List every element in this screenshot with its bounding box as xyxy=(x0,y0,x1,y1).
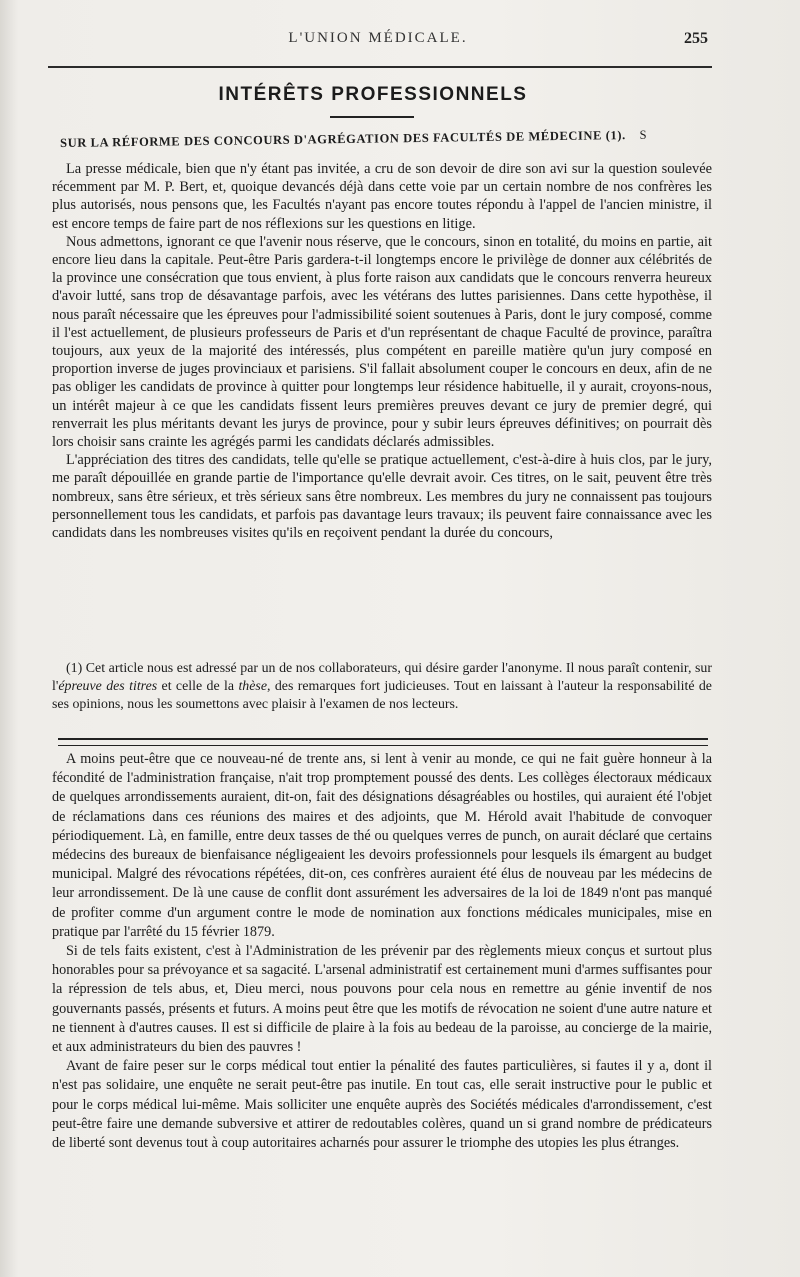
footnote-emphasis-titres: épreuve des titres xyxy=(58,679,158,694)
footnote xyxy=(52,660,712,714)
chronicle-paragraph-3: Avant de faire peser sur le corps médical tout entier la pénalité des fautes particulières, si fautes il y a, dont il n'est pas solidaire, une enquête ne serait peut-être pas inutile. En tout cas, elle serait instructive pour le public et pour le corps médical lui-même. Mais solliciter une enquête auprès des Sociétés médicales d'arrondissement, c'est peut-être faire une demande subversive et attirer de redoutables colères, quand un si grand nombre de prédicateurs de liberté sont devenus tout à coup autoritaires acharnés pour assurer le triomphe des utopies les plus étranges. xyxy=(52,1058,712,1152)
article-paragraph-3: L'appréciation des titres des candidats, telle qu'elle se pratique actuellement, c'est-à-dire à huis clos, par le jury, me paraît dépouillée en grande partie de l'importance qu'elle devrait avoir. Ces titres, on le sait, peuvent être très nombreux, sans être sérieux, et très sérieux sans être nombreux. Les membres du jury ne connaissent pas toujours personnellement tous les candidats, et parfois pas davantage leurs travaux; ils peuvent faire connaissance avec les candidats dans les nombreuses visites qu'ils en reçoivent pendant la durée du concours, xyxy=(52,452,712,542)
article-body xyxy=(52,160,712,542)
footnote-text-part-2: et celle de la xyxy=(157,679,239,694)
footnote-text-part-1: (1) Cet article nous est adressé par un de nos collaborateurs, qui désire garder l'anonyme. Il nous paraît contenir, sur l' xyxy=(52,661,712,694)
header-rule xyxy=(48,66,712,68)
article-paragraph-1: La presse médicale, bien que n'y étant pas invitée, a cru de son devoir de dire son avi sur la question soulevée récemment par M. P. Bert, et, quoique devancés déjà dans cette voie par un certain nombre de nos confrères les plus autorisés, nous pensons que, les Facultés n'ayant pas encore toutes répondu à l'appel de l'ancien ministre, il est encore temps de faire part de nos réflexions sur les questions en litige. xyxy=(52,161,712,232)
article-title xyxy=(60,127,720,151)
feuilleton-divider xyxy=(58,738,708,746)
article-signature: S xyxy=(639,127,648,142)
footnote-text-part-3: , des remarques fort judicieuses. Tout en laissant à l'auteur la responsabilité de ses opinions, nous les soumettons avec plaisir à l'examen de nos lecteurs. xyxy=(52,679,712,712)
article-title-text: SUR LA RÉFORME DES CONCOURS D'AGRÉGATION DES FACULTÉS DE MÉDECINE (1). xyxy=(60,128,626,150)
chronicle-paragraph-2: Si de tels faits existent, c'est à l'Administration de les prévenir par des règlements mieux conçus et surtout plus honorables pour sa prévoyance et sa sagacité. L'arsenal administratif est certainement muni d'armes suffisantes pour la répression de tels abus, et, Dieu merci, nous pouvons pour cela nous en remettre au génie inventif de nos gouvernants passés, présents et futurs. A moins peut être que les motifs de révocation ne soient d'une autre nature et ne tiennent à d'autres causes. Il est si difficile de plaire à la fois au bedeau de la paroisse, au concierge de la mairie, et aux administrateurs du bien des pauvres ! xyxy=(52,943,712,1056)
chronicle-paragraph-1: A moins peut-être que ce nouveau-né de trente ans, si lent à venir au monde, ce qui ne fait guère honneur à la fécondité de l'administration française, n'ait trop promptement poussé des dents. Les collèges électoraux médicaux de quelques arrondissements auraient, dit-on, fait des désignations désagréables ou hostiles, qui auraient été l'objet de réclamations dans ces réunions des maires et des adjoints, que M. Hérold avait l'habitude de convoquer périodiquement. Là, en famille, entre deux tasses de thé ou quelques verres de punch, on aurait déclaré que certains médecins des bureaux de bienfaisance négligeaient les devoirs professionnels pour lesquels ils émargent au budget municipal. Malgré des révocations répétées, dit-on, ces confrères auraient été élus de nouveau par les médecins de leur arrondissement. De là une cause de conflit dont assurément les adversaires de la loi de 1849 n'ont pas manqué de profiter comme d'un argument contre le mode de nomination aux fonctions médicales municipales, mise en pratique par l'arrêté du 15 février 1879. xyxy=(52,751,712,940)
article-paragraph-2: Nous admettons, ignorant ce que l'avenir nous réserve, que le concours, sinon en totalité, du moins en partie, ait encore lieu dans la capitale. Peut-être Paris gardera-t-il longtemps encore le privilège de donner aux célébrités de la province une consécration que tous envient, à plus forte raison aux candidats que le concours renverra heureux d'avoir lutté, sans trop de désavantage parfois, avec les vétérans des luttes parisiennes. Dans cette hypothèse, il nous paraît nécessaire que les épreuves pour l'admissibilité soient soutenues à Paris, dont le jury composé, comme il l'est actuellement, de plusieurs professeurs de Paris et d'un représentant de chaque Faculté de province, paraîtra toujours, aux yeux de la majorité des intéressés, plus compétent en pareille matière qu'un jury composé en proportion inverse de juges provinciaux et parisiens. S'il fallait absolument couper le concours en deux, afin de ne pas obliger les candidats de province à quitter pour longtemps leur résidence habituelle, il y aurait, croyons-nous, un intérêt majeur à ce que les candidats fissent leurs premières preuves devant ce jury de premier degré, qui renverrait les plus méritants devant les jurys de province, pour y subir leurs épreuves définitives; on pourrait dès lors choisir sans crainte les agrégés parmi les candidats déclarés admissibles. xyxy=(52,233,712,451)
section-title-rule xyxy=(330,116,414,118)
running-head xyxy=(48,30,708,54)
footnote-text xyxy=(52,660,712,714)
section-title: INTÉRÊTS PROFESSIONNELS xyxy=(218,84,528,105)
journal-title: L'UNION MÉDICALE. xyxy=(288,30,468,46)
chronicle-body xyxy=(52,750,712,1153)
page-number: 255 xyxy=(684,30,708,47)
footnote-emphasis-these: thèse xyxy=(238,679,267,694)
